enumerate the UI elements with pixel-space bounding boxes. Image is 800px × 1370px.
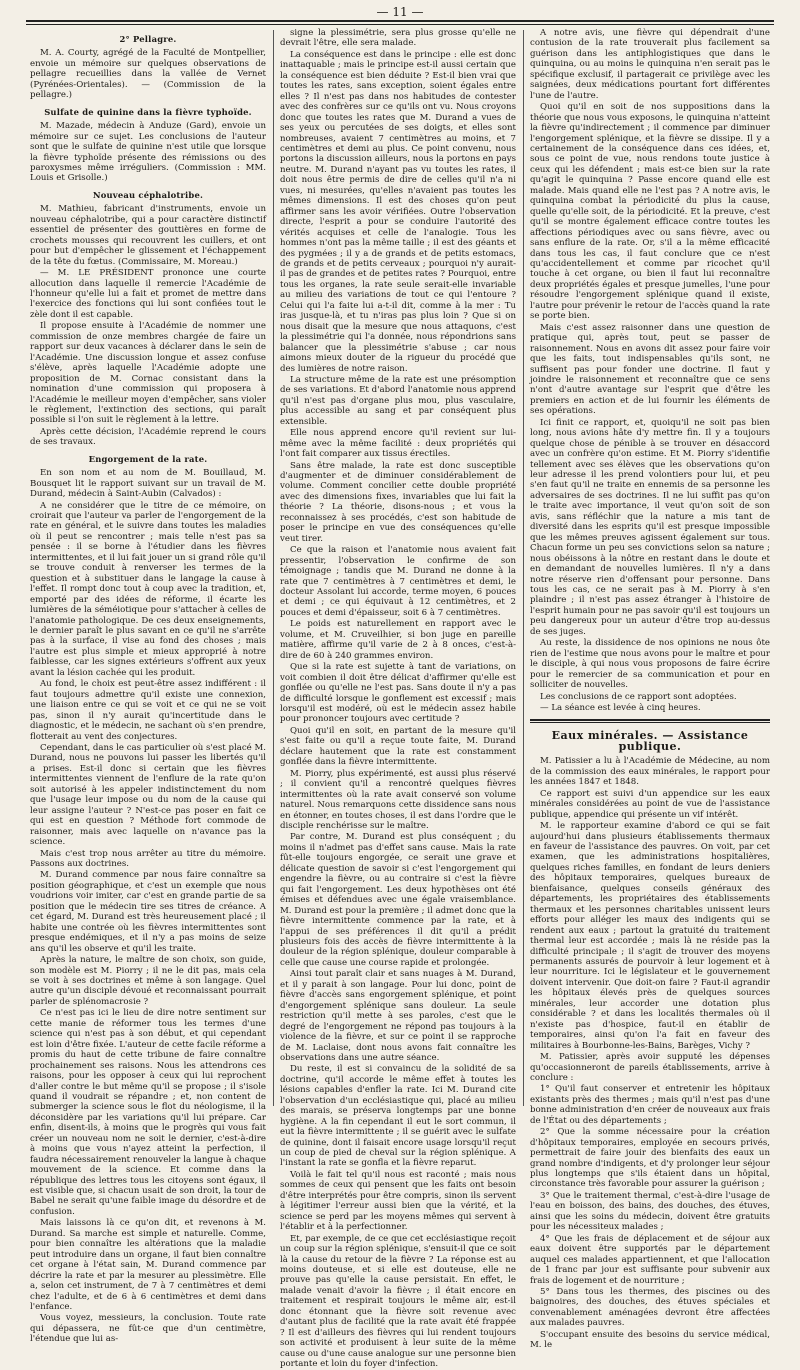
paragraph: Cependant, dans le cas particulier où s'est placé M. Durand, nous ne pouvons lui passer les libertés qu'il a prises. Est-il donc si certain que les fièvres intermittentes viennent de l'enflure de la rate qu'on soit autorisé à les appeler indistinctement du nom que l'usage leur impose ou du nom de la cause qui leur assigne l'auteur ? N'est-ce pas poser en fait ce qui est en question ? Méthode fort commode de raisonner, mais avec laquelle on n'avance pas la science.: [30, 743, 266, 848]
paragraph: Mais laissons là ce qu'on dit, et revenons à M. Durand. Sa marche est simple et naturelle. Comme, pour bien connaître les altérations que la maladie peut introduire dans un organe, il faut bien connaître cet organe à l'état sain, M. Durand commence par décrire la rate et par la mesurer au plessimètre. Elle a, selon cet instrument, de 7 à 7 centimètres et demi chez l'adulte, et de 6 à 6 centimètres et demi dans l'enfance.: [30, 1218, 266, 1313]
section-title-eaux-minerales: Eaux minérales. — Assistance publique.: [551, 729, 749, 753]
column-divider: [273, 30, 274, 1106]
paragraph: M. le rapporteur examine d'abord ce qui se fait aujourd'hui dans plusieurs établissements thermaux en faveur de l'assistance des pauvres. On voit, par cet examen, que les administrations hospitalières, quelques riches familles, en fondant de leurs deniers des hôpitaux temporaires, quelques bureaux de bienfaisance, quelques conseils généraux des départements, les propriétaires des établissements thermaux et les personnes charitables unissent leurs efforts pour alléger les maux des indigents qui se rendent aux eaux ; partout la gratuité du traitement thermal leur est accordée ; mais là ne réside pas la difficulté principale ; il s'agit de trouver des moyens permanents assurés de pourvoir à leur logement et à leur nourriture. Ici le législateur et le gouvernement doivent intervenir. Que doit-on faire ? Faut-il agrandir les hôpitaux élevés près de quelques sources minérales, leur accorder une dotation plus considérable ? et dans les localités thermales où il n'existe pas d'hospice, faut-il en établir de temporaires, ainsi qu'on l'a fait en faveur des militaires à Bourbonne-les-Bains, Barèges, Vichy ?: [530, 821, 770, 1051]
section-separator: [530, 719, 770, 723]
paragraph: Et, par exemple, de ce que cet ecclésiastique reçoit un coup sur la région splénique, s'ensuit-il que ce soit là la cause du retour de la fièvre ? La réponse est au moins douteuse, et si elle est douteuse, elle ne prouve pas qu'elle la cause persistait. En effet, le malade venait d'avoir la fièvre ; il était encore en traitement et respirait toujours le même air, est-il donc étonnant que la fièvre soit revenue avec d'autant plus de facilité que la rate avait été frappée ? Il est d'ailleurs des fièvres qui lui rendent toujours son activité et produisent à leur suite de la même cause ou d'une cause analogue sur une personne bien portante et loin du foyer d'infection.: [280, 1233, 516, 1370]
paragraph: S'occupant ensuite des besoins du service médical, M. le: [530, 1329, 770, 1351]
section-title-pellagre: 2° Pellagre.: [119, 34, 177, 44]
paragraph: Mais c'est assez raisonner dans une question de pratique qui, après tout, peut se passer de raisonnement. Nous en avons dit assez pour faire voir que les faits, tout indispensables qu'ils sont, ne suffisent pas pour fonder une doctrine. Il faut y joindre le raisonnement et reconnaître que ce sens n'ont d'autre avantage sur l'esprit que d'être les premiers en action et de lui fournir les éléments de ses opérations.: [530, 322, 770, 417]
paragraph: Au fond, le choix est peut-être assez indifférent : il faut toujours admettre qu'il existe une connexion, une liaison entre ce qui se voit et ce qui ne se voit pas, sinon il n'y aurait qu'incertitude dans le diagnostic, et le médecin, ne sachant où s'en prendre, flotterait au vent des conjectures.: [30, 679, 266, 742]
paragraph: Que si la rate est sujette à tant de variations, on voit combien il doit être délicat d'affirmer qu'elle est gonflée ou qu'elle ne l'est pas. Sans doute il n'y a pas de difficulté lorsque le gonflement est excessif ; mais lorsqu'il est modéré, où est le médecin assez habile pour prononcer toujours avec certitude ?: [280, 662, 516, 725]
paragraph: 4° Que les frais de déplacement et de séjour aux eaux doivent être supportés par le département auquel ces malades appartiennent, et que l'allocation de 1 franc par jour est suffisante pour subvenir aux frais de logement et de nourriture ;: [530, 1233, 770, 1286]
paragraph: Elle nous apprend encore qu'il revient sur lui-même avec la même facilité : deux propriétés qui l'ont fait comparer aux tissus érectiles.: [280, 428, 516, 460]
paragraph: 3° Que le traitement thermal, c'est-à-dire l'usage de l'eau en boisson, des bains, des douches, des étuves, ainsi que les soins du médecin, doivent être gratuits pour les nécessiteux malades ;: [530, 1190, 770, 1233]
paragraph: M. Mazade, médecin à Anduze (Gard), envoie un mémoire sur ce sujet. Les conclusions de l'auteur sont que le sulfate de quinine n'est utile que lorsque la fièvre typhoïde présente des rémissions ou des paroxysmes même irréguliers. (Commission : MM. Louis et Grisolle.): [30, 121, 266, 184]
column-left: [30, 28, 266, 1345]
paragraph: 2° Que la somme nécessaire pour la création d'hôpitaux temporaires, employée en secours privés, permettrait de faire jouir des bienfaits des eaux un grand nombre d'indigents, et d'y prolonger leur séjour plus longtemps que s'ils étaient dans un hôpital, circonstance très favorable pour assurer la guérison ;: [530, 1127, 770, 1190]
paragraph: Quoi qu'il en soit, en partant de la mesure qu'il s'est faite ou qu'il a reçue toute faite, M. Durand déclare hautement que la rate est constamment gonflée dans la fièvre intermittente.: [280, 725, 516, 768]
paragraph: M. Mathieu, fabricant d'instruments, envoie un nouveau céphalotribe, qui a pour caractère distinctif essentiel de présenter des gouttières en forme de crochets mousses qui recouvrent les cuillers, et ont pour but d'empêcher le glissement et l'échappement de la tête du fœtus. (Commissaire, M. Moreau.): [30, 204, 266, 267]
paragraph: La structure même de la rate est une présomption de ses variations. Et d'abord l'anatomie nous apprend qu'il n'est pas d'organe plus mou, plus vasculaire, plus accessible au sang et par conséquent plus extensible.: [280, 374, 516, 427]
paragraph: — La séance est levée à cinq heures.: [540, 703, 701, 713]
paragraph: Mais c'est trop nous arrêter au titre du mémoire. Passons aux doctrines.: [30, 848, 266, 869]
paragraph: M. Durand commence par nous faire connaître sa position géographique, et c'est un exemple que nous voudrions voir imiter, car c'est en grande partie de sa position que le médecin tire ses titres de créance. A cet égard, M. Durand est très heureusement placé ; il habite une contrée où les fièvres intermittentes sont presque endémiques, et il n'y a pas moins de seize ans qu'il les observe et qu'il les traite.: [30, 870, 266, 954]
paragraph: Vous voyez, messieurs, la conclusion. Toute rate qui dépassera, ne fût-ce que d'un centimètre, l'étendue que lui as-: [30, 1313, 266, 1345]
paragraph: Du reste, il est si convaincu de la solidité de sa doctrine, qu'il accorde le même effet à toutes les lésions capables d'enfler la rate. Ici M. Durand cite l'observation d'un ecclésiastique qui, placé au milieu des marais, se préserva longtemps par une bonne hygiène. A la fin cependant il eut le sort commun, il eut la fièvre intermittente ; il se guérit avec le sulfate de quinine, dont il faisait encore usage lorsqu'il reçut un coup de pied de cheval sur la région splénique. A l'instant la rate se gonfla et la fièvre reparut.: [280, 1064, 516, 1169]
paragraph: En son nom et au nom de M. Bouillaud, M. Bousquet lit le rapport suivant sur un travail de M. Durand, médecin à Saint-Aubin (Calvados) :: [30, 468, 266, 500]
paragraph: Les conclusions de ce rapport sont adoptées.: [540, 691, 737, 702]
paragraph: Ainsi tout paraît clair et sans nuages à M. Durand, et il y parait à son langage. Pour lui donc, point de fièvre d'accès sans engorgement splénique, et point d'engorgement splénique sans douleur. La seule restriction qu'il mette à ses paroles, c'est que le degré de l'engorgement ne répond pas toujours à la violence de la fièvre, et sur ce point il se rapproche de M. Laclaise, dont nous avons fait connaître les observations dans une autre séance.: [280, 969, 516, 1063]
paragraph: Ce que la raison et l'anatomie nous avaient fait pressentir, l'observation le confirme de son témoignage ; tandis que M. Durand ne donne à la rate que 7 centimètres à 7 centimètres et demi, le docteur Assolant lui accorde, terme moyen, 6 pouces et demi ; ce qui équivaut à 12 centimètres, et 2 pouces et demi d'épaisseur, soit 6 à 7 centimètres.: [280, 545, 516, 618]
header-rule: [26, 20, 774, 22]
column-right: [530, 28, 770, 1351]
section-title-rate: Engorgement de la rate.: [88, 453, 208, 464]
paragraph: M. Piorry, plus expérimenté, est aussi plus réservé ; il convient qu'il a rencontré quelques fièvres intermittentes où la rate avait conservé son volume naturel. Nous remarquons cette dissidence sans nous en étonner, en toutes choses, il est dans l'ordre que le disciple renchérisse sur le maître.: [280, 768, 516, 831]
paragraph: Quoi qu'il en soit de nos suppositions dans la théorie que nous vous exposons, le quinquina n'atteint la fièvre qu'indirectement ; il commence par diminuer l'engorgement splénique, et la fièvre se dissipe. Il y a certainement de la conséquence dans ces idées, et, sous ce point de vue, nous rendons toute justice à ceux qui les défendent ; mais est-ce bien sur la rate qu'agit le quinquina ? Passe encore quand elle est malade. Mais quand elle ne l'est pas ? A notre avis, le quinquina combat la périodicité du plus la cause, quelle qu'elle soit, de la périodicité. Et la preuve, c'est qu'il se montre également efficace contre toutes les affections périodiques avec ou sans fièvre, avec ou sans enflure de la rate. Or, s'il a la même efficacité dans tous les cas, il faut conclure que ce n'est qu'accidentellement et comme par ricochet qu'il touche à cet organe, ou bien il faut lui reconnaître deux propriétés égales et presque jumelles, l'une pour résoudre l'engorgement splénique quand il existe, l'autre pour prévenir le retour de l'accès quand la rate se porte bien.: [530, 102, 770, 322]
paragraph: Ce n'est pas ici le lieu de dire notre sentiment sur cette manie de réformer tous les termes d'une science qui n'est pas à son début, et qui cependant est loin d'être fixée. L'auteur de cette facile réforme a promis du haut de cette tribune de faire connaître prochainement ses raisons. Nous les attendrons ces raisons, pour les opposer à ceux qui lui reprochent d'aller contre le but même qu'il se propose ; il s'isole quand il voudrait se répandre ; et, non content de submerger la science sous le flot du néologisme, il la déconsidère par les variations qu'il lui prépare. Car enfin, disent-ils, à moins que le progrès qui vous fait créer un nouveau nom ne soit le dernier, c'est-à-dire à moins que vous n'ayez atteint la perfection, il faudra nécessairement renouveler la langue à chaque mouvement de la science. Et comme dans la république des lettres tous les citoyens sont égaux, il est visible que, si chacun usait de son droit, la tour de Babel ne serait qu'une faible image du désordre et de confusion.: [30, 1008, 266, 1217]
paragraph: Sans être malade, la rate est donc susceptible d'augmenter et de diminuer considérablement de volume. Comment concilier cette double propriété avec des dimensions fixes, invariables que lui fait la théorie ? La théorie, disons-nous ; et vous la reconnaissez à ses procédés, c'est son habitude de poser le principe en vue des conséquences qu'elle veut tirer.: [280, 460, 516, 544]
paragraph: A ne considérer que le titre de ce mémoire, on croirait que l'auteur va parler de l'engorgement de la rate en général, et le suivre dans toutes les maladies où il peut se rencontrer ; mais telle n'est pas sa pensée : il se borne à l'étudier dans les fièvres intermittentes, et il lui fait jouer un si grand rôle qu'il se trouve conduit à renverser les termes de la question et à substituer dans le langage la cause à l'effet. Il rompt donc tout à coup avec la tradition, et, emporté par des idées de réforme, il écarte les lumières de la séméiotique pour s'attacher à celles de l'anatomie pathologique. De ces deux enseignements, le dernier paraît le plus savant en ce qu'il ne s'arrête pas à la surface, il vise au fond des choses ; mais l'autre est plus simple et mieux approprié à notre faiblesse, car les signes extérieurs s'offrent aux yeux avant la lésion cachée qui les produit.: [30, 500, 266, 678]
paragraph: A notre avis, une fièvre qui dépendrait d'une contusion de la rate trouverait plus facilement sa guérison dans les antiphlogistiques que dans le quinquina, ou au moins le quinquina n'en serait pas le spécifique exclusif, il partagerait ce privilège avec les saignées, deux médications pourtant fort différentes l'une de l'autre.: [530, 28, 770, 101]
paragraph: Ici finit ce rapport, et, quoiqu'il ne soit pas bien long, nous avions hâte d'y mettre fin. Il y a toujours quelque chose de pénible à se trouver en désaccord avec un confrère qu'on estime. Et M. Piorry s'identifie tellement avec ses élèves que les observations qu'on leur adresse il les prend volontiers pour lui, et peu s'en faut qu'il ne traite en ennemis de sa personne les adversaires de ses doctrines. Il ne lui suffit pas qu'on le traite avec importance, il veut qu'on soit de son avis, sans réfléchir que la nature a mis tant de diversité dans les esprits qu'il est presque impossible que les mêmes preuves agissent également sur tous. Chacun forme un peu ses convictions selon sa nature ; nous obéissons à la nôtre en restant dans le doute et en demandant de nouvelles lumières. Il n'y a dans notre réserve rien d'offensant pour personne. Dans tous les cas, ce ne serait pas à M. Piorry à s'en plaindre ; il n'est pas assez étranger à l'histoire de l'esprit humain pour ne pas savoir qu'il est toujours un peu dangereux pour un auteur d'être trop au-dessus de ses juges.: [530, 417, 770, 637]
paragraph: 1° Qu'il faut conserver et entretenir les hôpitaux existants près des thermes ; mais qu'il n'est pas d'une bonne administration d'en créer de nouveaux aux frais de l'État ou des départements ;: [530, 1084, 770, 1126]
paragraph: M. Patissier a lu à l'Académie de Médecine, au nom de la commission des eaux minérales, le rapport pour les années 1847 et 1848.: [530, 756, 770, 788]
column-divider: [523, 30, 524, 1106]
paragraph: M. Patissier, après avoir supputé les dépenses qu'occasionneront de pareils établissements, arrive à conclure :: [530, 1052, 770, 1083]
paragraph: — M. LE PRÉSIDENT prononce une courte allocution dans laquelle il remercie l'Académie de l'honneur qu'elle lui a fait et promet de mettre dans l'exercice des fonctions qui lui sont confiées tout le zèle dont il est capable.: [30, 268, 266, 320]
paragraph: Le poids est naturellement en rapport avec le volume, et M. Cruveilhier, si bon juge en pareille matière, affirme qu'il varie de 2 à 8 onces, c'est-à-dire de 60 à 240 grammes environ.: [280, 619, 516, 661]
paragraph: Ce rapport est suivi d'un appendice sur les eaux minérales considérées au point de vue de l'assistance publique, appendice qui présente un vif intérêt.: [530, 788, 770, 820]
paragraph: Au reste, la dissidence de nos opinions ne nous ôte rien de l'estime que nous avons pour le maître et pour le disciple, à qui nous vous proposons de faire écrire pour le remercier de sa communication et pour en solliciter de nouvelles.: [530, 638, 770, 691]
paragraph: signe la plessimétrie, sera plus grosse qu'elle ne devrait l'être, elle sera malade.: [280, 28, 516, 49]
section-title-cephalotribe: Nouveau céphalotribe.: [92, 189, 204, 200]
section-title-quinine: Sulfate de quinine dans la fièvre typhoïde.: [44, 106, 252, 117]
paragraph: Il propose ensuite à l'Académie de nommer une commission de onze membres chargée de faire un rapport sur deux vacances à déclarer dans le sein de l'Académie. Une discussion longue et assez confuse s'élève, après laquelle l'Académie adopte une proposition de M. Cornac consistant dans la nomination d'une commission qui proposera à l'Académie le meilleur moyen d'empêcher, sans violer le règlement, l'extinction des sections, qui paraît possible si l'on suit le règlement à la lettre.: [30, 321, 266, 426]
column-middle: [280, 28, 517, 1370]
paragraph: Après la nature, le maître de son choix, son guide, son modèle est M. Piorry ; il ne le dit pas, mais cela se voit à ses doctrines et même à son langage. Quel autre qu'un disciple dévoué et reconnaissant pourrait parler de splénomacrosie ?: [30, 955, 266, 1007]
page-number: — 11 —: [376, 5, 424, 19]
paragraph: La conséquence est dans le principe : elle est donc inattaquable ; mais le principe est-il aussi certain que la conséquence est bien déduite ? Est-il bien vrai que toutes les rates, sans exception, soient égales entre elles ? Il n'est pas dans nos habitudes de contester avec des confrères sur ce qu'ils ont vu. Nous croyons donc que toutes les rates que M. Durand a vues de ses yeux ou percutées de ses doigts, et elles sont nombreuses, avaient 7 centimètres au moins, et 7 centimètres et demi au plus. Ce point convenu, nous portons la discussion ailleurs, nous la portons en pays neutre. M. Durand n'ayant pas vu toutes les rates, il doit nous être permis de dire de celles qu'il n'a ni vues, ni mesurées, qu'elles n'avaient pas toutes les mêmes dimensions. Il est des choses qu'on peut affirmer sans les avoir vérifiées. Outre l'observation directe, l'esprit a pour se conduire l'autorité des vérités acquises et celle de l'analogie. Tous les hommes n'ont pas la même taille ; il est des géants et des pygmées ; il y a de grands et de petits estomacs, de grands et de petits cerveaux ; pourquoi n'y aurait-il pas de grandes et de petites rates ? Pourquoi, entre tous les organes, la rate seule serait-elle invariable au milieu des variations de tout ce qui l'entoure ? Celui qui l'a faite lui a-t-il dit, comme à la mer : Tu iras jusque-là, et tu n'iras pas plus loin ? Que si on nous disait que la mesure que nous attaquons, c'est la plessimétrie qui l'a donnée, nous répondrions sans balancer que la plessimétrie s'abuse ; car nous aimons mieux douter de la rigueur du procédé que des lumières de notre raison.: [280, 49, 516, 374]
paragraph: M. A. Courty, agrégé de la Faculté de Montpellier, envoie un mémoire sur quelques observations de pellagre recueillies dans la vallée de Vernet (Pyrénées-Orientales). — (Commission de la pellagre.): [30, 48, 266, 101]
paragraph: Voilà le fait tel qu'il nous est raconté ; mais nous sommes de ceux qui pensent que les faits ont besoin d'être interprétés pour être compris, sinon ils servent à légitimer l'erreur aussi bien que la vérité, et la science se perd par les moyens mêmes qui servent à l'établir et à la perfectionner.: [280, 1169, 516, 1233]
paragraph: 5° Dans tous les thermes, des piscines ou des baignoires, des douches, des étuves spéciales et convenablement aménagées devront être affectées aux malades pauvres.: [530, 1287, 770, 1329]
header-rule-thin: [26, 24, 774, 25]
paragraph: Après cette décision, l'Académie reprend le cours de ses travaux.: [30, 426, 266, 448]
paragraph: Par contre, M. Durand est plus conséquent ; du moins il n'admet pas d'effet sans cause. Mais la rate fût-elle toujours engorgée, ce serait une grave et délicate question de savoir si c'est l'engorgement qui engendre la fièvre, ou au contraire si c'est la fièvre qui fait l'engorgement. Les deux hypothèses ont été émises et défendues avec une égale vraisemblance. M. Durand est pour la première ; il admet donc que la fièvre intermittente commence par la rate, et à l'appui de ses préférences il dit qu'il a prédit plusieurs fois des accès de fièvre intermittente à la douleur de la région splénique, douleur comparable à celle que cause une course rapide et prolongée.: [280, 832, 517, 968]
